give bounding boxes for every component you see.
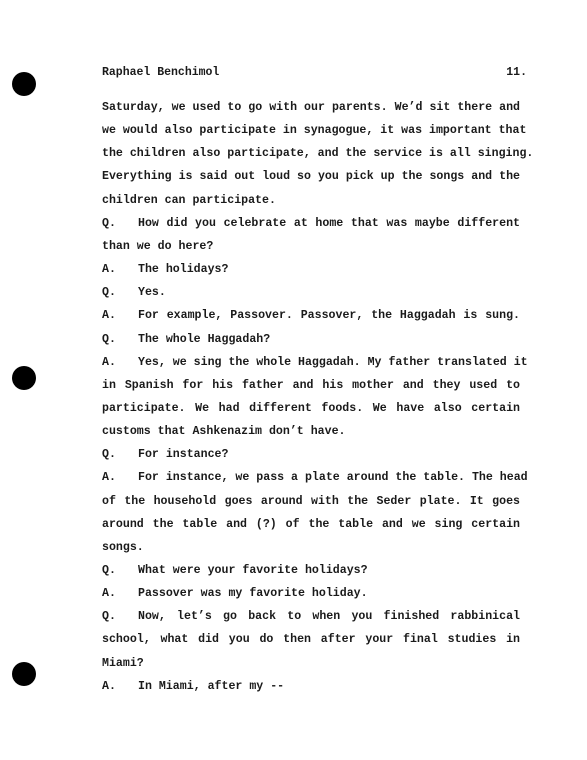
speaker-label: Q.	[102, 333, 116, 346]
line-text: Now, let’s go back to when you finished rabbinical	[138, 610, 520, 623]
speaker-label: Q.	[102, 564, 116, 577]
page-number: 11.	[506, 66, 527, 79]
transcript-line	[102, 356, 528, 370]
binder-hole	[12, 366, 36, 390]
binder-hole	[12, 662, 36, 686]
line-text: in Spanish for his father and his mother and they used to	[102, 379, 520, 392]
transcript-line	[102, 680, 520, 694]
speaker-label: A.	[102, 309, 116, 322]
speaker-label: Q.	[102, 286, 116, 299]
speaker-label: Q.	[102, 610, 116, 623]
transcript-line	[102, 657, 520, 671]
transcript-line	[102, 309, 520, 323]
line-text: children can participate.	[102, 194, 276, 207]
line-text: songs.	[102, 541, 144, 554]
speaker-label: Q.	[102, 448, 116, 461]
line-text: Yes, we sing the whole Haggadah. My father translated it	[138, 356, 528, 369]
speaker-label: A.	[102, 680, 116, 693]
transcript-line	[102, 564, 520, 578]
transcript-line	[102, 286, 520, 300]
transcript-line	[102, 124, 527, 138]
transcript-line	[102, 425, 520, 439]
transcript-line	[102, 194, 520, 208]
transcript-line	[102, 240, 520, 254]
line-text: For example, Passover. Passover, the Haggadah is sung.	[138, 309, 520, 322]
transcript-line	[102, 471, 528, 485]
binder-hole	[12, 72, 36, 96]
transcript-line	[102, 448, 520, 462]
speaker-label: A.	[102, 356, 116, 369]
transcript-line	[102, 147, 534, 161]
transcript-line	[102, 402, 520, 416]
transcript-line	[102, 541, 520, 555]
speaker-label: A.	[102, 587, 116, 600]
transcript-line	[102, 333, 520, 347]
line-text: the children also participate, and the service is all singing.	[102, 147, 534, 160]
line-text: For instance?	[138, 448, 229, 461]
line-text: participate. We had different foods. We have also certain	[102, 402, 520, 415]
transcript-line	[102, 101, 520, 115]
transcript-line	[102, 587, 520, 601]
speaker-label: A.	[102, 471, 116, 484]
line-text: Yes.	[138, 286, 166, 299]
line-text: The holidays?	[138, 263, 229, 276]
line-text: The whole Haggadah?	[138, 333, 271, 346]
transcript-line	[102, 170, 520, 184]
transcript-line	[102, 495, 520, 509]
line-text: we would also participate in synagogue, it was important that	[102, 124, 527, 137]
transcript-line	[102, 217, 520, 231]
line-text: than we do here?	[102, 240, 214, 253]
page-header	[102, 66, 527, 82]
line-text: customs that Ashkenazim don’t have.	[102, 425, 346, 438]
speaker-label: A.	[102, 263, 116, 276]
interviewee-name: Raphael Benchimol	[102, 66, 220, 79]
line-text: What were your favorite holidays?	[138, 564, 368, 577]
transcript-line	[102, 518, 520, 532]
transcript-line	[102, 379, 520, 393]
line-text: How did you celebrate at home that was maybe different	[138, 217, 520, 230]
speaker-label: Q.	[102, 217, 116, 230]
transcript-line	[102, 633, 520, 647]
line-text: around the table and (?) of the table and we sing certain	[102, 518, 520, 531]
line-text: Miami?	[102, 657, 144, 670]
line-text: Passover was my favorite holiday.	[138, 587, 368, 600]
line-text: Saturday, we used to go with our parents. We’d sit there and	[102, 101, 520, 114]
transcript-line	[102, 610, 520, 624]
line-text: In Miami, after my --	[138, 680, 285, 693]
line-text: school, what did you do then after your final studies in	[102, 633, 520, 646]
line-text: For instance, we pass a plate around the table. The head	[138, 471, 528, 484]
transcript-line	[102, 263, 520, 277]
line-text: of the household goes around with the Seder plate. It goes	[102, 495, 520, 508]
line-text: Everything is said out loud so you pick up the songs and the	[102, 170, 520, 183]
